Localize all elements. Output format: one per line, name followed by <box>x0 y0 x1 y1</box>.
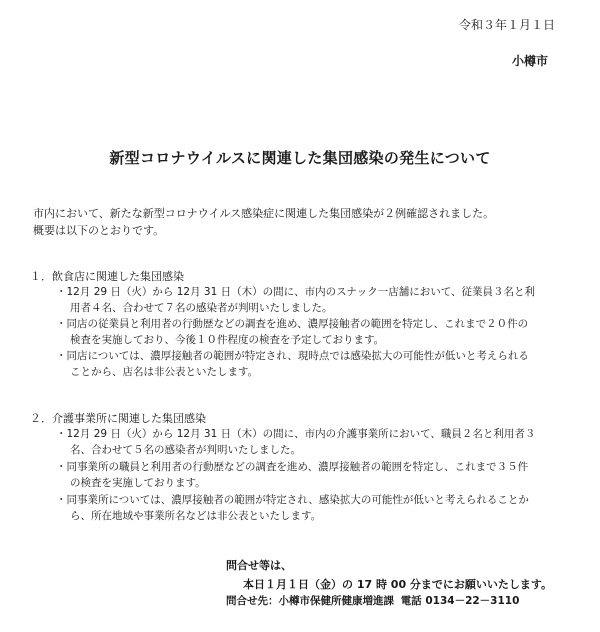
section-1-line-2: 用者４名、合わせて７名の感染者が判明いたしました。 <box>70 302 333 314</box>
contact-heading: 問合せ等は、 <box>226 559 292 572</box>
section-2-line-2: 名、合わせて５名の感染者が判明いたしました。 <box>70 444 301 456</box>
section-2-line-1: ・12月 29 日（火）から 12月 31 日（木）の間に、市内の介護事業所において、職員２名と利用者３ <box>56 428 536 440</box>
section-2-line-3: ・同事業所の職員と利用者の行動歴などの調査を進め、濃厚接触者の範囲を特定し、これまで３５件 <box>56 461 529 473</box>
section-1-line-4: 検査を実施しており、今後１０件程度の検査を予定しております。 <box>70 334 385 346</box>
intro-line-1: 市内において、新たな新型コロナウイルス感染症に関連した集団感染が２例確認されました。 <box>33 207 495 220</box>
section-2-line-5: ・同事業所については、濃厚接触者の範囲が特定され、感染拡大の可能性が低いと考えられることか <box>56 494 529 506</box>
section-1-line-3: ・同店の従業員と利用者の行動歴などの調査を進め、濃厚接触者の範囲を特定し、これまで２０件の <box>56 318 529 330</box>
contact-department: 小樽市保健所健康増進課 <box>278 595 394 607</box>
section-1-line-5: ・同店については、濃厚接触者の範囲が特定され、現時点では感染拡大の可能性が低いと考えられる <box>56 350 529 362</box>
section-2-line-6: ら、所在地域や事業所名などは非公表といたします。 <box>70 510 322 522</box>
document-date: 令和３年１月１日 <box>458 18 555 32</box>
contact-phone: 電話 0134－22－3110 <box>400 595 520 607</box>
contact-info <box>226 593 519 608</box>
contact-deadline: 本日１月１日（金）の 17 時 00 分までにお願いいたします。 <box>243 578 553 591</box>
section-2-heading: ２．介護事業所に関連した集団感染 <box>30 412 206 425</box>
issuing-organization: 小樽市 <box>511 54 548 68</box>
section-1-heading: １．飲食店に関連した集団感染 <box>30 270 184 283</box>
document-title: 新型コロナウイルスに関連した集団感染の発生について <box>109 149 491 167</box>
intro-line-2: 概要は以下のとおりです。 <box>33 224 165 237</box>
section-2-line-4: の検査を実施しております。 <box>70 477 206 489</box>
section-1-line-1: ・12月 29 日（火）から 12月 31 日（木）の間に、市内のスナック一店舗において、従業員３名と利 <box>56 286 535 298</box>
contact-label: 問合せ先： <box>226 595 279 607</box>
section-1-line-6: ことから、店名は非公表といたします。 <box>70 366 259 378</box>
